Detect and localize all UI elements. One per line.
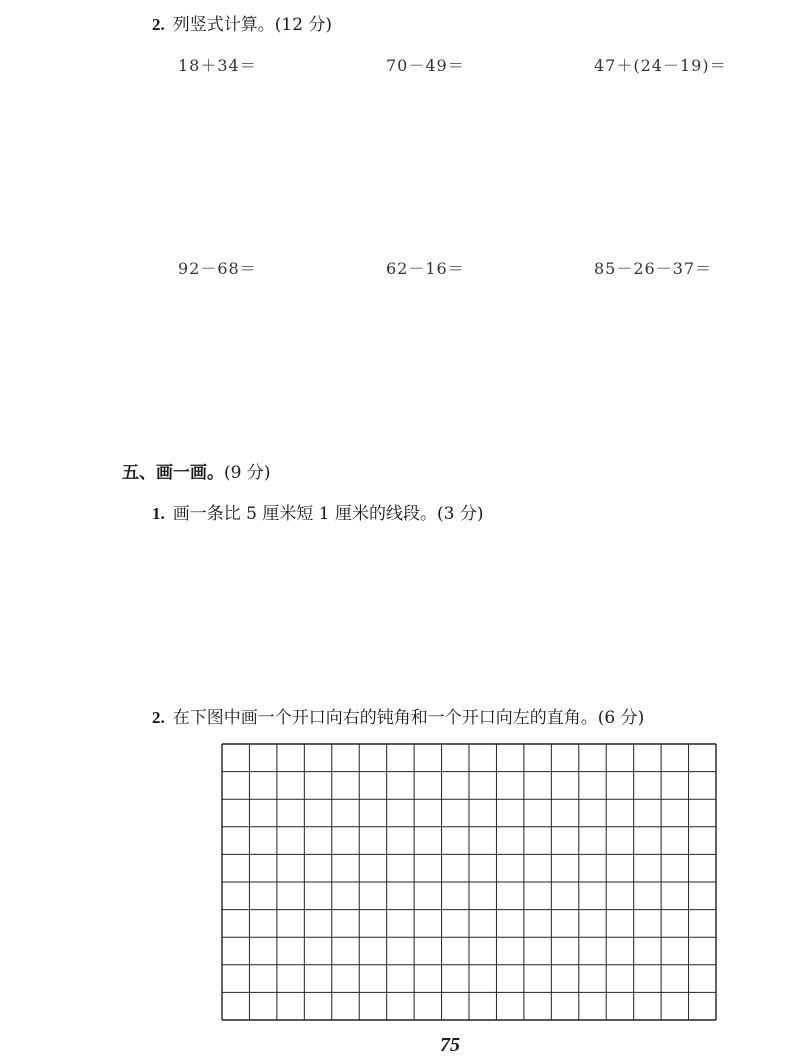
section-5-heading <box>122 458 270 483</box>
page-number: 75 <box>440 1034 460 1056</box>
section-5-question-2 <box>152 703 644 728</box>
question-2-title <box>152 10 332 35</box>
equation-6: 85－26－37＝ <box>594 259 713 278</box>
section-5-question-1 <box>152 499 483 524</box>
section-5-title: 五、画一画。 <box>122 463 224 483</box>
section-5-question-2-text: 在下图中画一个开口向右的钝角和一个开口向左的直角。(6 分) <box>172 708 645 728</box>
question-2-text: 列竖式计算。(12 分) <box>172 15 333 35</box>
drawing-grid[interactable] <box>221 743 717 1021</box>
equation-3: 47＋(24－19)＝ <box>594 56 727 75</box>
equation-2: 70－49＝ <box>386 56 465 75</box>
section-5-question-1-text: 画一条比 5 厘米短 1 厘米的线段。(3 分) <box>172 504 484 524</box>
question-2-number: 2. <box>152 15 165 34</box>
equation-1: 18＋34＝ <box>178 56 257 75</box>
equation-4: 92－68＝ <box>178 259 257 278</box>
equation-5: 62－16＝ <box>386 259 465 278</box>
section-5-question-2-number: 2. <box>152 708 165 727</box>
section-5-points: (9 分) <box>224 463 271 483</box>
section-5-question-1-number: 1. <box>152 504 165 523</box>
